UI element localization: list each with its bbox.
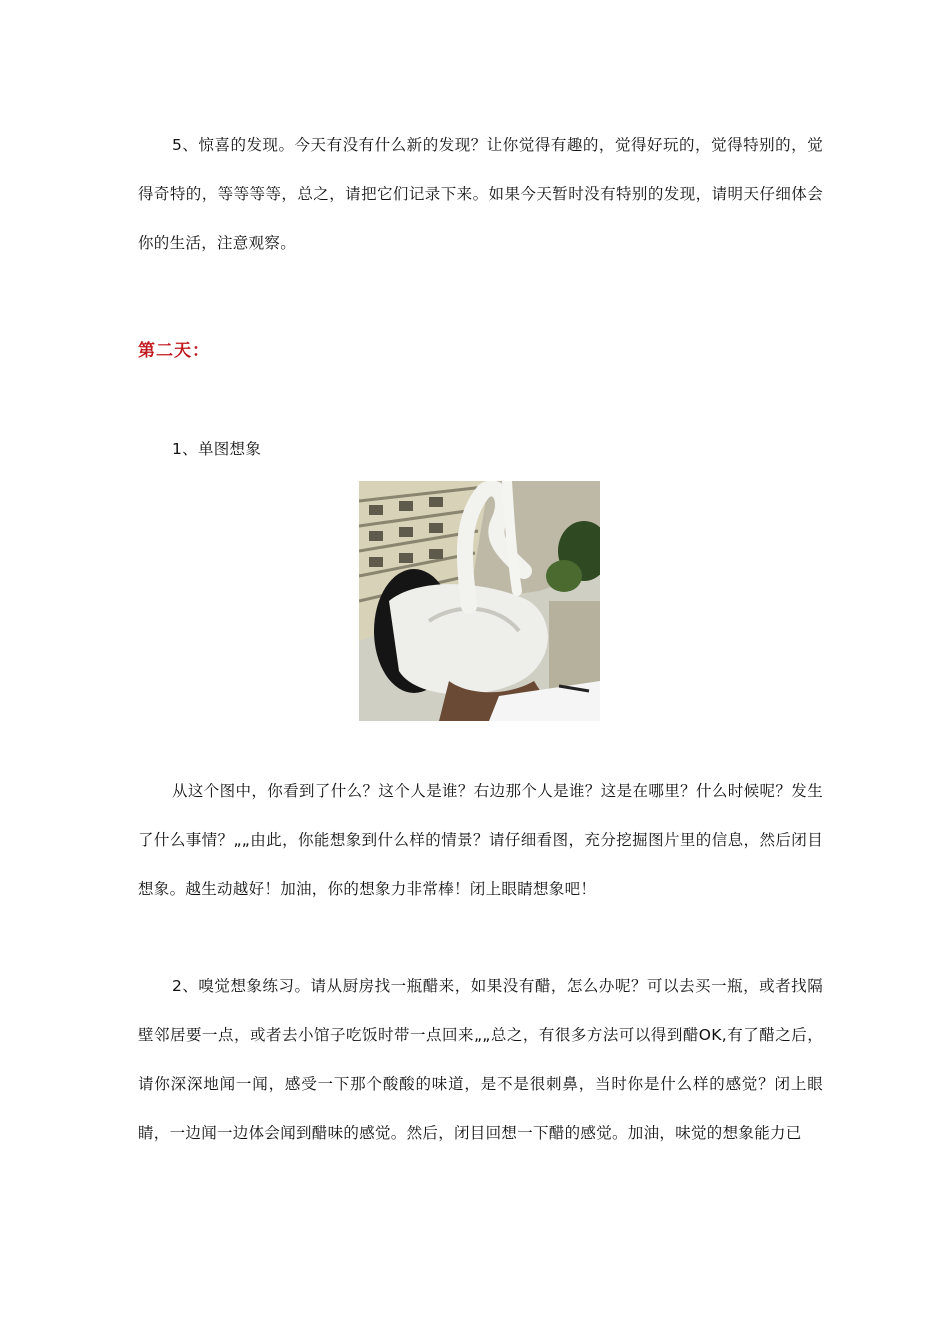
photo-face-with-objects-icon	[359, 481, 600, 721]
item2-paragraph: 2、嗅觉想象练习。请从厨房找一瓶醋来，如果没有醋，怎么办呢？可以去买一瓶，或者找隔壁邻居要一点，或者去小馆子吃饭时带一点回来„„总之，有很多方法可以得到醋OK,有了醋之后，请你深深地闻一闻，感受一下那个酸酸的味道，是不是很刺鼻，当时你是什么样的感觉？闭上眼睛，一边闻一边体会闻到醋味的感觉。然后，闭目回想一下醋的感觉。加油，味觉的想象能力已	[138, 977, 823, 1142]
item1-paragraph: 从这个图中，你看到了什么？这个人是谁？右边那个人是谁？这是在哪里？什么时候呢？发生了什么事情？„„由此，你能想象到什么样的情景？请仔细看图，充分挖掘图片里的信息，然后闭目想象。越生动越好！加油，你的想象力非常棒！闭上眼睛想象吧！	[138, 782, 823, 898]
day-two-heading: 第二天：	[138, 341, 210, 361]
item5-paragraph: 5、惊喜的发现。今天有没有什么新的发现？让你觉得有趣的，觉得好玩的，觉得特别的，觉得奇特的，等等等等，总之，请把它们记录下来。如果今天暂时没有特别的发现，请明天仔细体会你的生活，注意观察。	[138, 136, 823, 252]
single-image-photo	[359, 481, 600, 721]
item1-title: 1、单图想象	[172, 440, 262, 458]
